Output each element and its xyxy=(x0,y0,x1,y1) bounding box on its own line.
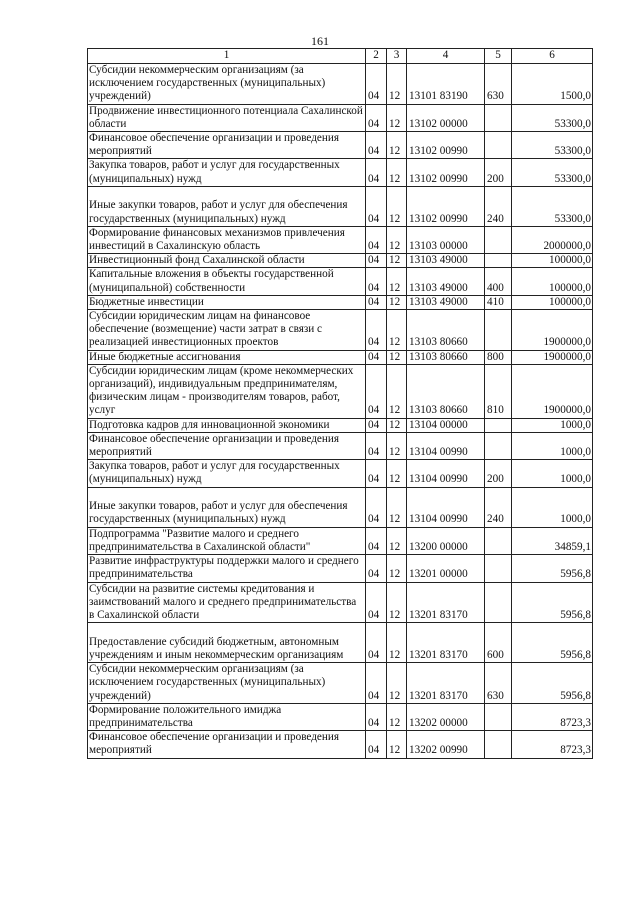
row-subsection: 12 xyxy=(387,460,407,487)
row-section: 04 xyxy=(366,268,387,295)
row-subsection: 12 xyxy=(387,418,407,432)
table-row xyxy=(88,703,593,730)
row-target-code: 13104 00990 xyxy=(407,487,485,527)
row-subsection: 12 xyxy=(387,310,407,351)
row-expense-type: 630 xyxy=(485,663,512,704)
row-expense-type: 200 xyxy=(485,159,512,186)
row-target-code: 13103 00000 xyxy=(407,226,485,253)
row-subsection: 12 xyxy=(387,64,407,105)
row-name: Бюджетные инвестиции xyxy=(88,295,366,309)
row-amount: 8723,3 xyxy=(512,731,593,758)
table-row xyxy=(88,268,593,295)
row-expense-type: 240 xyxy=(485,186,512,226)
row-section: 04 xyxy=(366,418,387,432)
row-subsection: 12 xyxy=(387,132,407,159)
row-name: Предоставление субсидий бюджетным, автономным учреждениям и иным некоммерческим организациям xyxy=(88,623,366,663)
row-name: Иные закупки товаров, работ и услуг для обеспечения государственных (муниципальных) нужд xyxy=(88,186,366,226)
row-amount: 5956,8 xyxy=(512,582,593,623)
row-subsection: 12 xyxy=(387,226,407,253)
row-section: 04 xyxy=(366,310,387,351)
row-target-code: 13102 00990 xyxy=(407,132,485,159)
table-row xyxy=(88,527,593,554)
row-name: Подготовка кадров для инновационной экономики xyxy=(88,418,366,432)
row-name: Развитие инфраструктуры поддержки малого и среднего предпринимательства xyxy=(88,555,366,582)
row-expense-type: 630 xyxy=(485,64,512,105)
row-subsection: 12 xyxy=(387,159,407,186)
table-row xyxy=(88,623,593,663)
row-target-code: 13201 83170 xyxy=(407,582,485,623)
row-section: 04 xyxy=(366,295,387,309)
header-col-4: 4 xyxy=(407,49,485,64)
row-target-code: 13103 80660 xyxy=(407,350,485,364)
table-row xyxy=(88,418,593,432)
table-header-row xyxy=(88,49,593,64)
table-row xyxy=(88,226,593,253)
row-name: Формирование финансовых механизмов привлечения инвестиций в Сахалинскую область xyxy=(88,226,366,253)
row-subsection: 12 xyxy=(387,432,407,459)
row-amount: 1000,0 xyxy=(512,418,593,432)
row-amount: 1000,0 xyxy=(512,432,593,459)
row-target-code: 13200 00000 xyxy=(407,527,485,554)
row-target-code: 13103 80660 xyxy=(407,310,485,351)
row-section: 04 xyxy=(366,623,387,663)
row-expense-type: 400 xyxy=(485,268,512,295)
table-row xyxy=(88,432,593,459)
row-amount: 53300,0 xyxy=(512,159,593,186)
row-target-code: 13201 00000 xyxy=(407,555,485,582)
row-expense-type xyxy=(485,254,512,268)
row-expense-type: 240 xyxy=(485,487,512,527)
row-subsection: 12 xyxy=(387,663,407,704)
row-target-code: 13103 49000 xyxy=(407,295,485,309)
row-expense-type xyxy=(485,132,512,159)
row-name: Субсидии юридическим лицам (кроме некоммерческих организаций), индивидуальным предпринимателям, физическим лицам - производителям товаров, работ, услуг xyxy=(88,364,366,418)
page-number: 161 xyxy=(311,34,329,48)
row-section: 04 xyxy=(366,104,387,131)
row-target-code: 13102 00990 xyxy=(407,186,485,226)
row-target-code: 13202 00990 xyxy=(407,731,485,758)
row-target-code: 13104 00990 xyxy=(407,460,485,487)
row-name: Закупка товаров, работ и услуг для государственных (муниципальных) нужд xyxy=(88,460,366,487)
row-target-code: 13201 83170 xyxy=(407,623,485,663)
row-subsection: 12 xyxy=(387,582,407,623)
row-section: 04 xyxy=(366,159,387,186)
row-subsection: 12 xyxy=(387,527,407,554)
row-section: 04 xyxy=(366,731,387,758)
row-amount: 1000,0 xyxy=(512,460,593,487)
row-expense-type: 600 xyxy=(485,623,512,663)
row-amount: 100000,0 xyxy=(512,254,593,268)
row-amount: 1900000,0 xyxy=(512,310,593,351)
row-name: Формирование положительного имиджа предпринимательства xyxy=(88,703,366,730)
row-expense-type xyxy=(485,432,512,459)
header-col-1: 1 xyxy=(88,49,366,64)
row-subsection: 12 xyxy=(387,623,407,663)
row-amount: 5956,8 xyxy=(512,663,593,704)
row-amount: 1000,0 xyxy=(512,487,593,527)
table-row xyxy=(88,186,593,226)
row-target-code: 13201 83170 xyxy=(407,663,485,704)
row-section: 04 xyxy=(366,663,387,704)
row-expense-type: 810 xyxy=(485,364,512,418)
row-expense-type: 410 xyxy=(485,295,512,309)
row-amount: 100000,0 xyxy=(512,295,593,309)
row-amount: 100000,0 xyxy=(512,268,593,295)
row-section: 04 xyxy=(366,460,387,487)
table-row xyxy=(88,460,593,487)
row-section: 04 xyxy=(366,432,387,459)
header-col-2: 2 xyxy=(366,49,387,64)
row-section: 04 xyxy=(366,555,387,582)
row-subsection: 12 xyxy=(387,254,407,268)
row-target-code: 13104 00000 xyxy=(407,418,485,432)
row-name: Иные закупки товаров, работ и услуг для обеспечения государственных (муниципальных) нужд xyxy=(88,487,366,527)
table-row xyxy=(88,295,593,309)
row-name: Капитальные вложения в объекты государственной (муниципальной) собственности xyxy=(88,268,366,295)
row-name: Продвижение инвестиционного потенциала Сахалинской области xyxy=(88,104,366,131)
row-amount: 5956,8 xyxy=(512,555,593,582)
budget-table xyxy=(87,48,593,759)
row-amount: 5956,8 xyxy=(512,623,593,663)
table-body xyxy=(88,64,593,759)
row-amount: 53300,0 xyxy=(512,186,593,226)
row-name: Иные бюджетные ассигнования xyxy=(88,350,366,364)
row-expense-type xyxy=(485,226,512,253)
row-target-code: 13102 00000 xyxy=(407,104,485,131)
row-subsection: 12 xyxy=(387,703,407,730)
row-name: Финансовое обеспечение организации и проведения мероприятий xyxy=(88,432,366,459)
row-section: 04 xyxy=(366,226,387,253)
row-amount: 8723,3 xyxy=(512,703,593,730)
row-subsection: 12 xyxy=(387,731,407,758)
row-amount: 34859,1 xyxy=(512,527,593,554)
row-name: Субсидии юридическим лицам на финансовое обеспечение (возмещение) части затрат в связи с реализацией инвестиционных проектов xyxy=(88,310,366,351)
row-section: 04 xyxy=(366,64,387,105)
row-name: Субсидии на развитие системы кредитования и заимствований малого и среднего предпринимательства в Сахалинской области xyxy=(88,582,366,623)
row-amount: 1900000,0 xyxy=(512,350,593,364)
row-subsection: 12 xyxy=(387,186,407,226)
row-amount: 53300,0 xyxy=(512,132,593,159)
row-section: 04 xyxy=(366,132,387,159)
row-subsection: 12 xyxy=(387,364,407,418)
row-name: Финансовое обеспечение организации и проведения мероприятий xyxy=(88,132,366,159)
row-section: 04 xyxy=(366,364,387,418)
table-row xyxy=(88,64,593,105)
row-section: 04 xyxy=(366,487,387,527)
row-expense-type xyxy=(485,418,512,432)
row-target-code: 13202 00000 xyxy=(407,703,485,730)
row-subsection: 12 xyxy=(387,295,407,309)
row-section: 04 xyxy=(366,350,387,364)
row-expense-type xyxy=(485,310,512,351)
table-row xyxy=(88,555,593,582)
row-name: Субсидии некоммерческим организациям (за исключением государственных (муниципальных) учреждений) xyxy=(88,64,366,105)
header-col-6: 6 xyxy=(512,49,593,64)
row-name: Субсидии некоммерческим организациям (за исключением государственных (муниципальных) учреждений) xyxy=(88,663,366,704)
row-subsection: 12 xyxy=(387,555,407,582)
table-row xyxy=(88,132,593,159)
table-row xyxy=(88,731,593,758)
row-subsection: 12 xyxy=(387,487,407,527)
row-expense-type xyxy=(485,703,512,730)
row-name: Финансовое обеспечение организации и проведения мероприятий xyxy=(88,731,366,758)
row-section: 04 xyxy=(366,703,387,730)
row-subsection: 12 xyxy=(387,268,407,295)
table-row xyxy=(88,159,593,186)
row-amount: 53300,0 xyxy=(512,104,593,131)
table-row xyxy=(88,364,593,418)
row-expense-type xyxy=(485,731,512,758)
row-target-code: 13102 00990 xyxy=(407,159,485,186)
row-target-code: 13103 49000 xyxy=(407,268,485,295)
header-col-3: 3 xyxy=(387,49,407,64)
row-amount: 2000000,0 xyxy=(512,226,593,253)
table-row xyxy=(88,582,593,623)
row-name: Подпрограмма "Развитие малого и среднего предпринимательства в Сахалинской области" xyxy=(88,527,366,554)
row-expense-type xyxy=(485,527,512,554)
row-amount: 1900000,0 xyxy=(512,364,593,418)
table-row xyxy=(88,310,593,351)
row-subsection: 12 xyxy=(387,104,407,131)
row-section: 04 xyxy=(366,186,387,226)
table-row xyxy=(88,350,593,364)
table-row xyxy=(88,487,593,527)
row-target-code: 13103 49000 xyxy=(407,254,485,268)
row-subsection: 12 xyxy=(387,350,407,364)
row-expense-type: 800 xyxy=(485,350,512,364)
row-target-code: 13101 83190 xyxy=(407,64,485,105)
row-expense-type: 200 xyxy=(485,460,512,487)
row-target-code: 13104 00990 xyxy=(407,432,485,459)
row-expense-type xyxy=(485,104,512,131)
row-section: 04 xyxy=(366,582,387,623)
table-row xyxy=(88,254,593,268)
row-name: Инвестиционный фонд Сахалинской области xyxy=(88,254,366,268)
row-expense-type xyxy=(485,582,512,623)
row-target-code: 13103 80660 xyxy=(407,364,485,418)
row-section: 04 xyxy=(366,527,387,554)
table-row xyxy=(88,663,593,704)
row-expense-type xyxy=(485,555,512,582)
row-section: 04 xyxy=(366,254,387,268)
header-col-5: 5 xyxy=(485,49,512,64)
table-row xyxy=(88,104,593,131)
row-name: Закупка товаров, работ и услуг для государственных (муниципальных) нужд xyxy=(88,159,366,186)
row-amount: 1500,0 xyxy=(512,64,593,105)
